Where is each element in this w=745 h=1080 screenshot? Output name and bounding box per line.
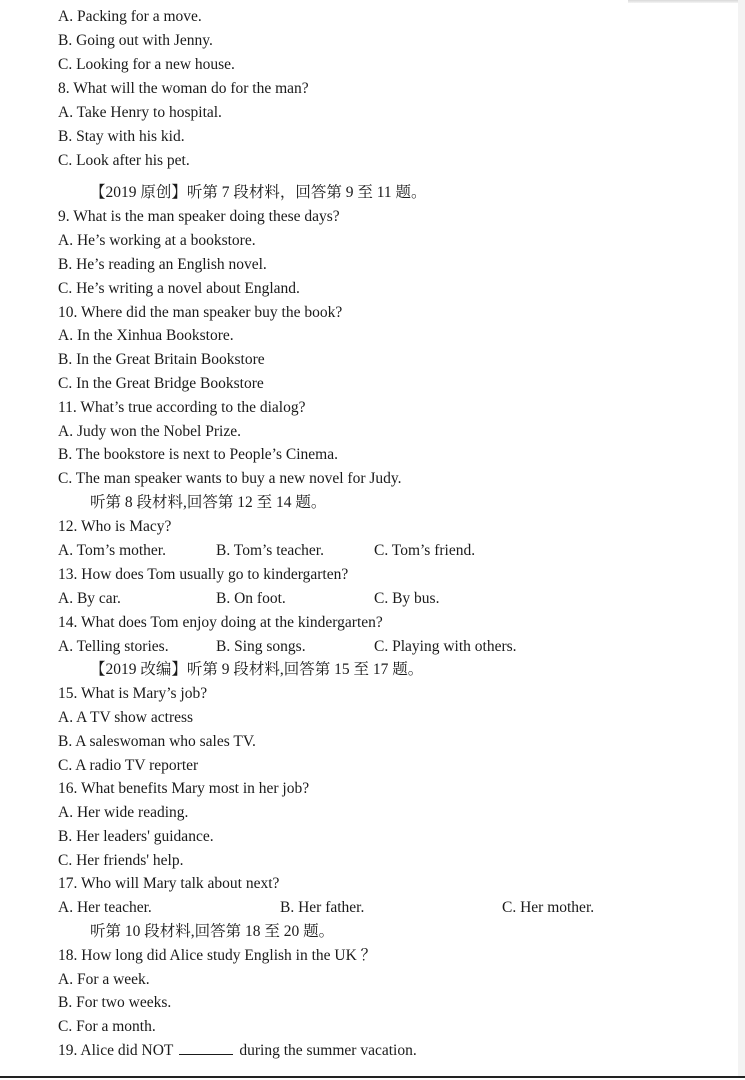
option-17b: B. Her father. xyxy=(280,899,365,916)
question-15: 15. What is Mary’s job? xyxy=(58,685,208,702)
option-17c: C. Her mother. xyxy=(502,899,595,916)
options-12 xyxy=(58,539,476,563)
options-17 xyxy=(58,896,595,920)
option-8b: B. Stay with his kid. xyxy=(58,128,185,145)
option-11b: B. The bookstore is next to People’s Cinema. xyxy=(58,446,338,463)
option-14b: B. Sing songs. xyxy=(216,638,306,655)
section-heading-7: 【2019 原创】听第 7 段材料，回答第 9 至 11 题。 xyxy=(90,184,427,201)
option-9a: A. He’s working at a bookstore. xyxy=(58,232,256,249)
question-10: 10. Where did the man speaker buy the book? xyxy=(58,304,343,321)
question-11: 11. What’s true according to the dialog? xyxy=(58,399,306,416)
option-12c: C. Tom’s friend. xyxy=(374,542,476,559)
option-13a: A. By car. xyxy=(58,590,121,607)
page-bottom-rule xyxy=(0,1076,745,1078)
option-15c: C. A radio TV reporter xyxy=(58,757,199,774)
right-edge-shade xyxy=(738,0,745,1076)
option-10b: B. In the Great Britain Bookstore xyxy=(58,351,265,368)
question-19 xyxy=(58,1039,417,1063)
question-16: 16. What benefits Mary most in her job? xyxy=(58,780,310,797)
option-13b: B. On foot. xyxy=(216,590,286,607)
section-heading-9: 【2019 改编】听第 9 段材料,回答第 15 至 17 题。 xyxy=(90,661,424,678)
option-11a: A. Judy won the Nobel Prize. xyxy=(58,423,241,440)
option-10c: C. In the Great Bridge Bookstore xyxy=(58,375,264,392)
option-16b: B. Her leaders' guidance. xyxy=(58,828,214,845)
options-14 xyxy=(58,635,517,659)
section-heading-10: 听第 10 段材料,回答第 18 至 20 题。 xyxy=(90,923,335,940)
question-8: 8. What will the woman do for the man? xyxy=(58,80,309,97)
option-10a: A. In the Xinhua Bookstore. xyxy=(58,327,234,344)
option-17a: A. Her teacher. xyxy=(58,899,152,916)
option-8a: A. Take Henry to hospital. xyxy=(58,104,222,121)
option-14a: A. Telling stories. xyxy=(58,638,169,655)
question-9: 9. What is the man speaker doing these days? xyxy=(58,208,340,225)
question-13: 13. How does Tom usually go to kindergarten? xyxy=(58,566,349,583)
question-18: 18. How long did Alice study English in the UK ？ xyxy=(58,947,377,964)
question-19-end: during the summer vacation. xyxy=(239,1042,417,1059)
option-16c: C. Her friends' help. xyxy=(58,852,184,869)
option-7c: C. Looking for a new house. xyxy=(58,56,235,73)
option-7b: B. Going out with Jenny. xyxy=(58,32,213,49)
answer-blank xyxy=(179,1040,233,1055)
option-9c: C. He’s writing a novel about England. xyxy=(58,280,300,297)
option-7a: A. Packing for a move. xyxy=(58,8,202,25)
option-12b: B. Tom’s teacher. xyxy=(216,542,324,559)
section-heading-8: 听第 8 段材料,回答第 12 至 14 题。 xyxy=(90,494,327,511)
option-18c: C. For a month. xyxy=(58,1018,156,1035)
option-13c: C. By bus. xyxy=(374,590,440,607)
question-14: 14. What does Tom enjoy doing at the kindergarten? xyxy=(58,614,383,631)
options-13 xyxy=(58,587,440,611)
question-17: 17. Who will Mary talk about next? xyxy=(58,875,280,892)
option-14c: C. Playing with others. xyxy=(374,638,517,655)
option-18a: A. For a week. xyxy=(58,971,150,988)
question-12: 12. Who is Macy? xyxy=(58,518,172,535)
option-15a: A. A TV show actress xyxy=(58,709,194,726)
option-9b: B. He’s reading an English novel. xyxy=(58,256,267,273)
option-16a: A. Her wide reading. xyxy=(58,804,189,821)
option-12a: A. Tom’s mother. xyxy=(58,542,166,559)
question-19-start: 19. Alice did NOT xyxy=(58,1042,174,1059)
option-8c: C. Look after his pet. xyxy=(58,152,190,169)
option-15b: B. A saleswoman who sales TV. xyxy=(58,733,256,750)
top-edge-shade xyxy=(628,0,745,3)
option-11c: C. The man speaker wants to buy a new novel for Judy. xyxy=(58,470,402,487)
option-18b: B. For two weeks. xyxy=(58,994,172,1011)
